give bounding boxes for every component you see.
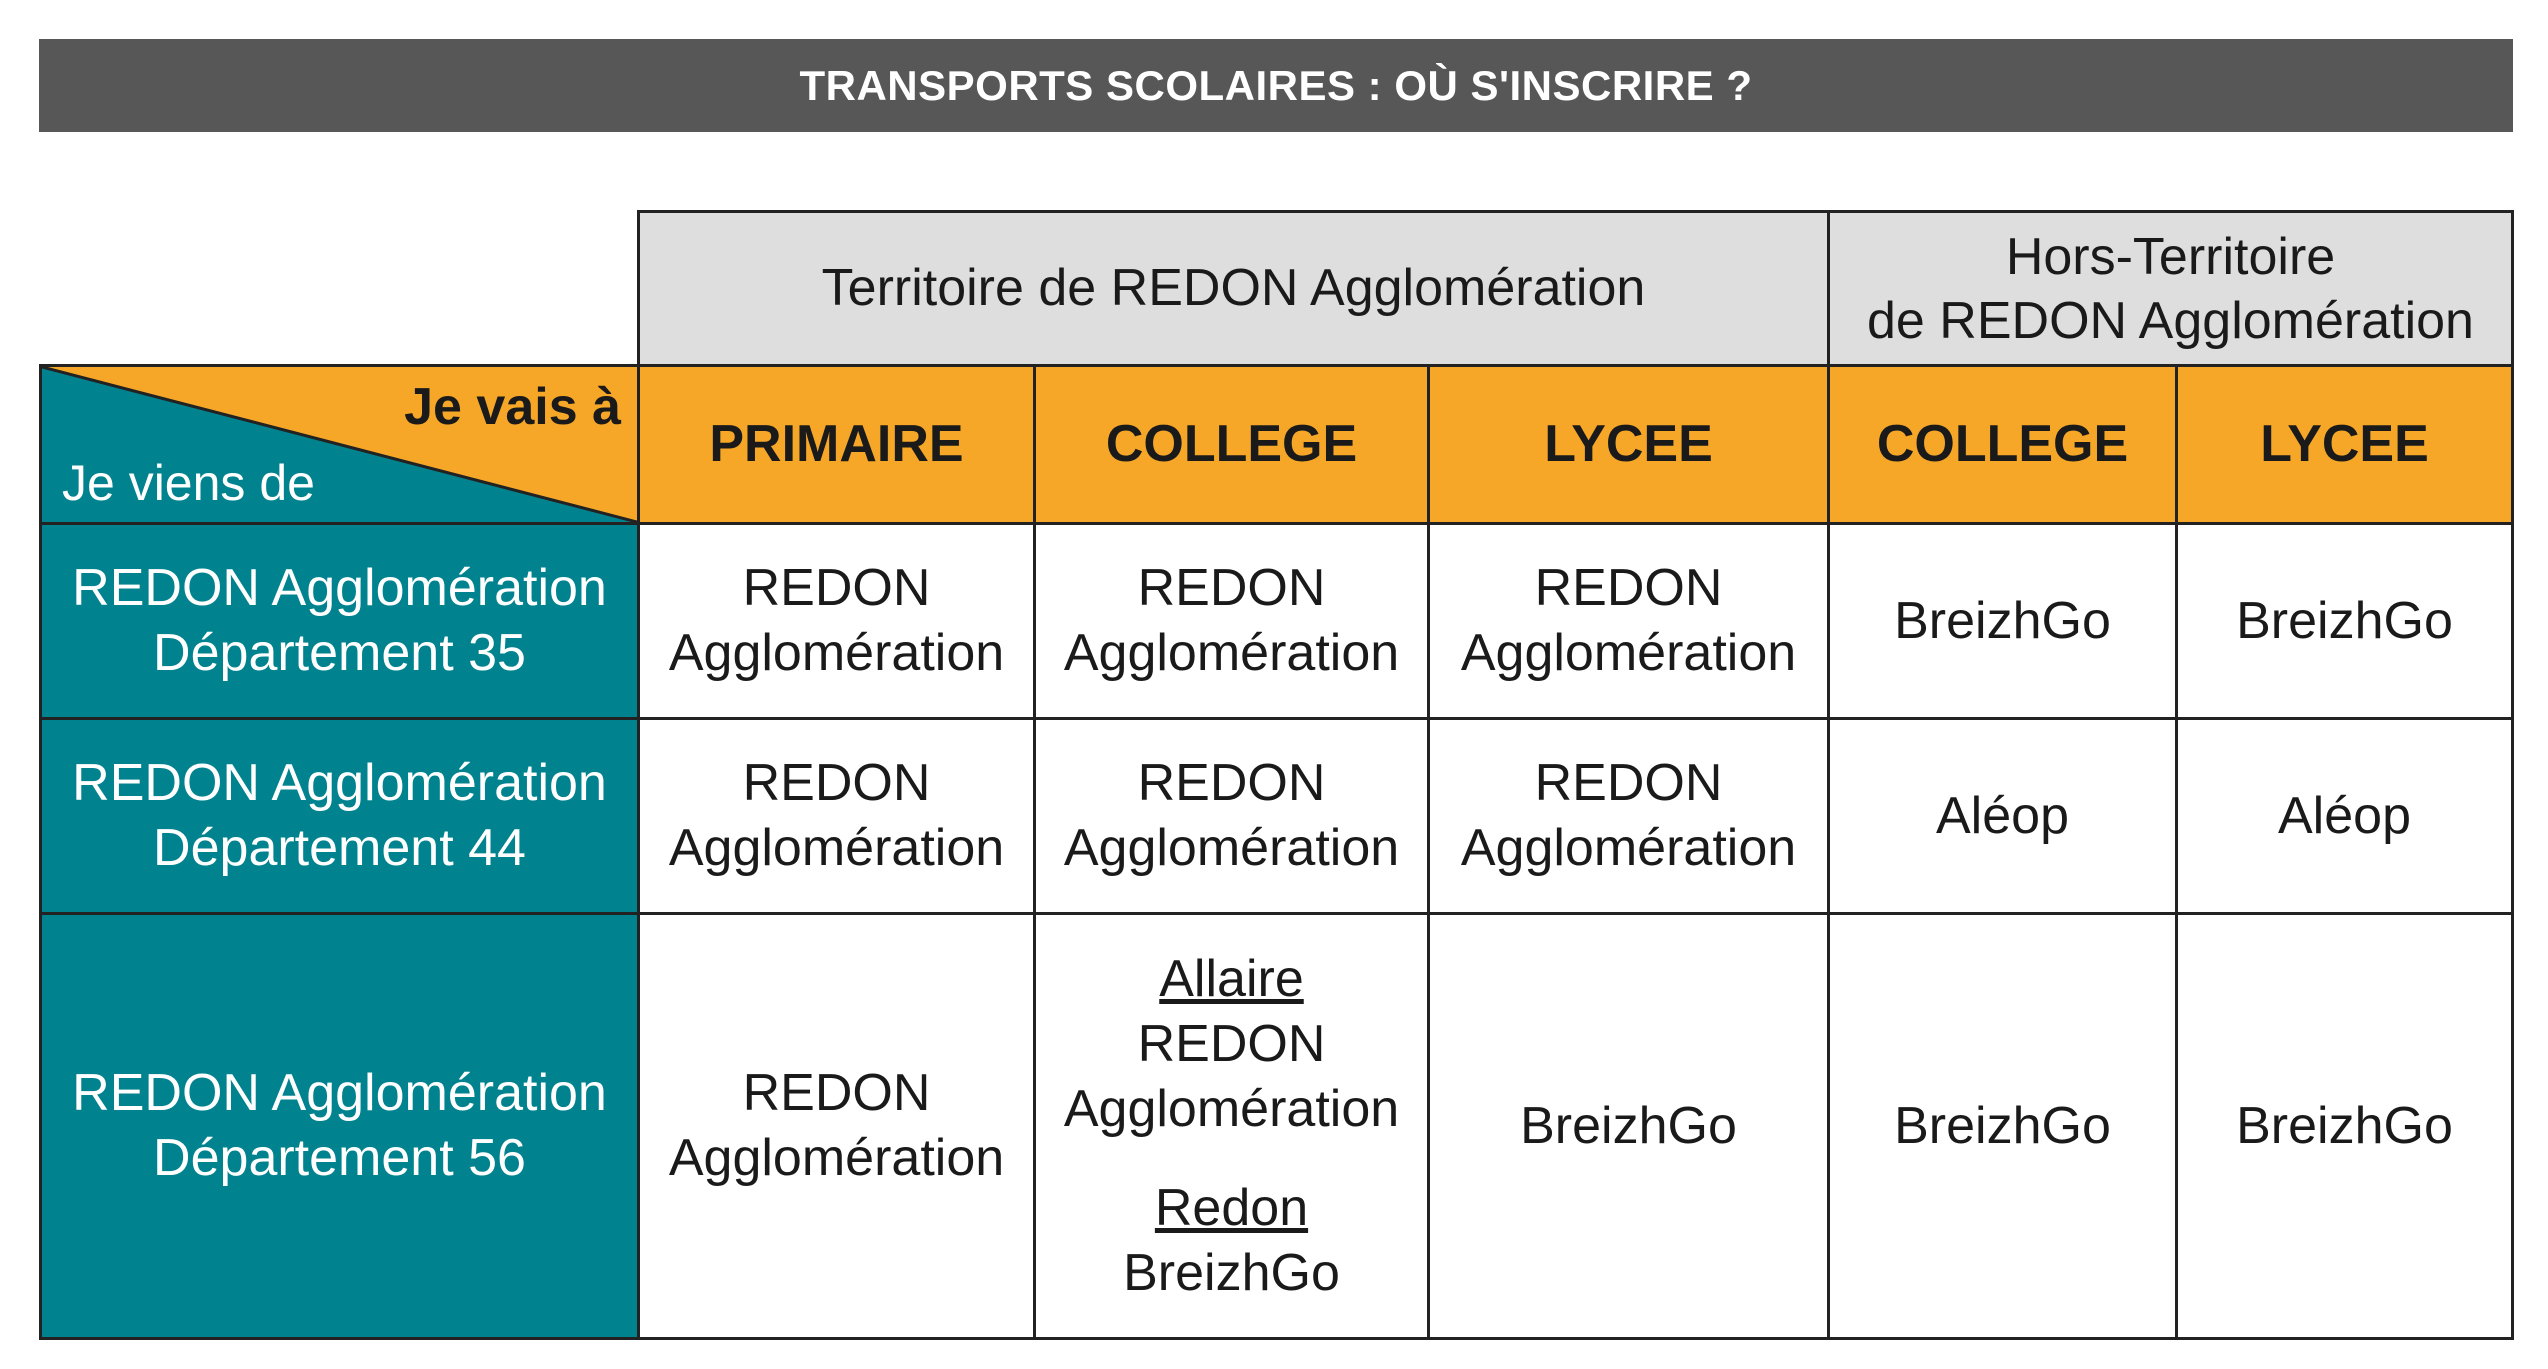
table-cell [1427,912,1830,1340]
cell-text: REDON [742,754,931,812]
cell-commune-label: Redon [1154,1178,1309,1237]
cell-text: REDON [1137,754,1326,812]
row-header-departement-56 [39,912,640,1340]
cell-text: Agglomération [1063,1079,1400,1138]
cell-text: REDON [1534,754,1723,812]
group-header-label: Hors-Territoire [2005,227,2336,286]
cell-text: Aléop [1936,786,2069,845]
cell-text: Agglomération [1460,819,1797,877]
row-header-line: REDON Agglomération [72,754,607,812]
page-title: TRANSPORTS SCOLAIRES : OÙ S'INSCRIRE ? [39,39,2513,132]
cell-text: REDON [1137,1014,1326,1073]
level-header-hors-college [1827,364,2178,525]
cell-text: BreizhGo [1894,591,2111,650]
table-cell [637,522,1036,720]
cell-text: REDON [1137,559,1326,617]
level-header-label: LYCEE [2260,415,2429,473]
cell-text: Agglomération [668,624,1005,682]
level-header-label: COLLEGE [1105,415,1358,473]
cell-text: REDON [742,559,931,617]
table-cell [1427,522,1830,720]
level-header-college [1033,364,1430,525]
group-header-label: Territoire de REDON Agglomération [821,259,1646,317]
table-cell [637,912,1036,1340]
cell-text: Agglomération [1063,624,1400,682]
row-header-line: REDON Agglomération [72,559,607,617]
group-header-territoire [637,210,1830,367]
table-cell [1033,717,1430,915]
table-cell [1827,717,2178,915]
level-header-lycee [1427,364,1830,525]
level-header-label: PRIMAIRE [709,415,964,473]
cell-text: BreizhGo [1123,1243,1340,1302]
cell-text: Agglomération [668,1129,1005,1187]
corner-destination-label: Je vais à [404,378,621,436]
table-cell [1033,912,1430,1340]
cell-text: REDON [1534,559,1723,617]
cell-text: REDON [742,1064,931,1122]
row-header-line: Département 35 [153,624,526,682]
row-header-line: Département 56 [153,1129,526,1187]
cell-text: BreizhGo [1520,1096,1737,1155]
level-header-label: COLLEGE [1876,415,2129,473]
cell-text: Agglomération [1063,819,1400,877]
row-header-line: Département 44 [153,819,526,877]
cell-commune-label: Allaire [1159,949,1304,1008]
group-header-hors-territoire [1827,210,2514,367]
cell-text: BreizhGo [2236,1096,2453,1155]
cell-text: Agglomération [1460,624,1797,682]
corner-header [39,364,640,525]
table-cell [637,717,1036,915]
table-cell [2175,717,2514,915]
table-cell [1827,522,2178,720]
table-cell [2175,912,2514,1340]
level-header-label: LYCEE [1544,415,1713,473]
row-header-departement-44 [39,717,640,915]
level-header-hors-lycee [2175,364,2514,525]
cell-text: Agglomération [668,819,1005,877]
cell-text: Aléop [2278,786,2411,845]
table-cell [1427,717,1830,915]
cell-text: BreizhGo [1894,1096,2111,1155]
group-header-label: de REDON Agglomération [1867,291,2474,350]
row-header-line: REDON Agglomération [72,1064,607,1122]
table-cell [1033,522,1430,720]
table-cell [2175,522,2514,720]
level-header-primaire [637,364,1036,525]
cell-text: BreizhGo [2236,591,2453,650]
table-cell [1827,912,2178,1340]
corner-origin-label: Je viens de [62,455,315,511]
row-header-departement-35 [39,522,640,720]
